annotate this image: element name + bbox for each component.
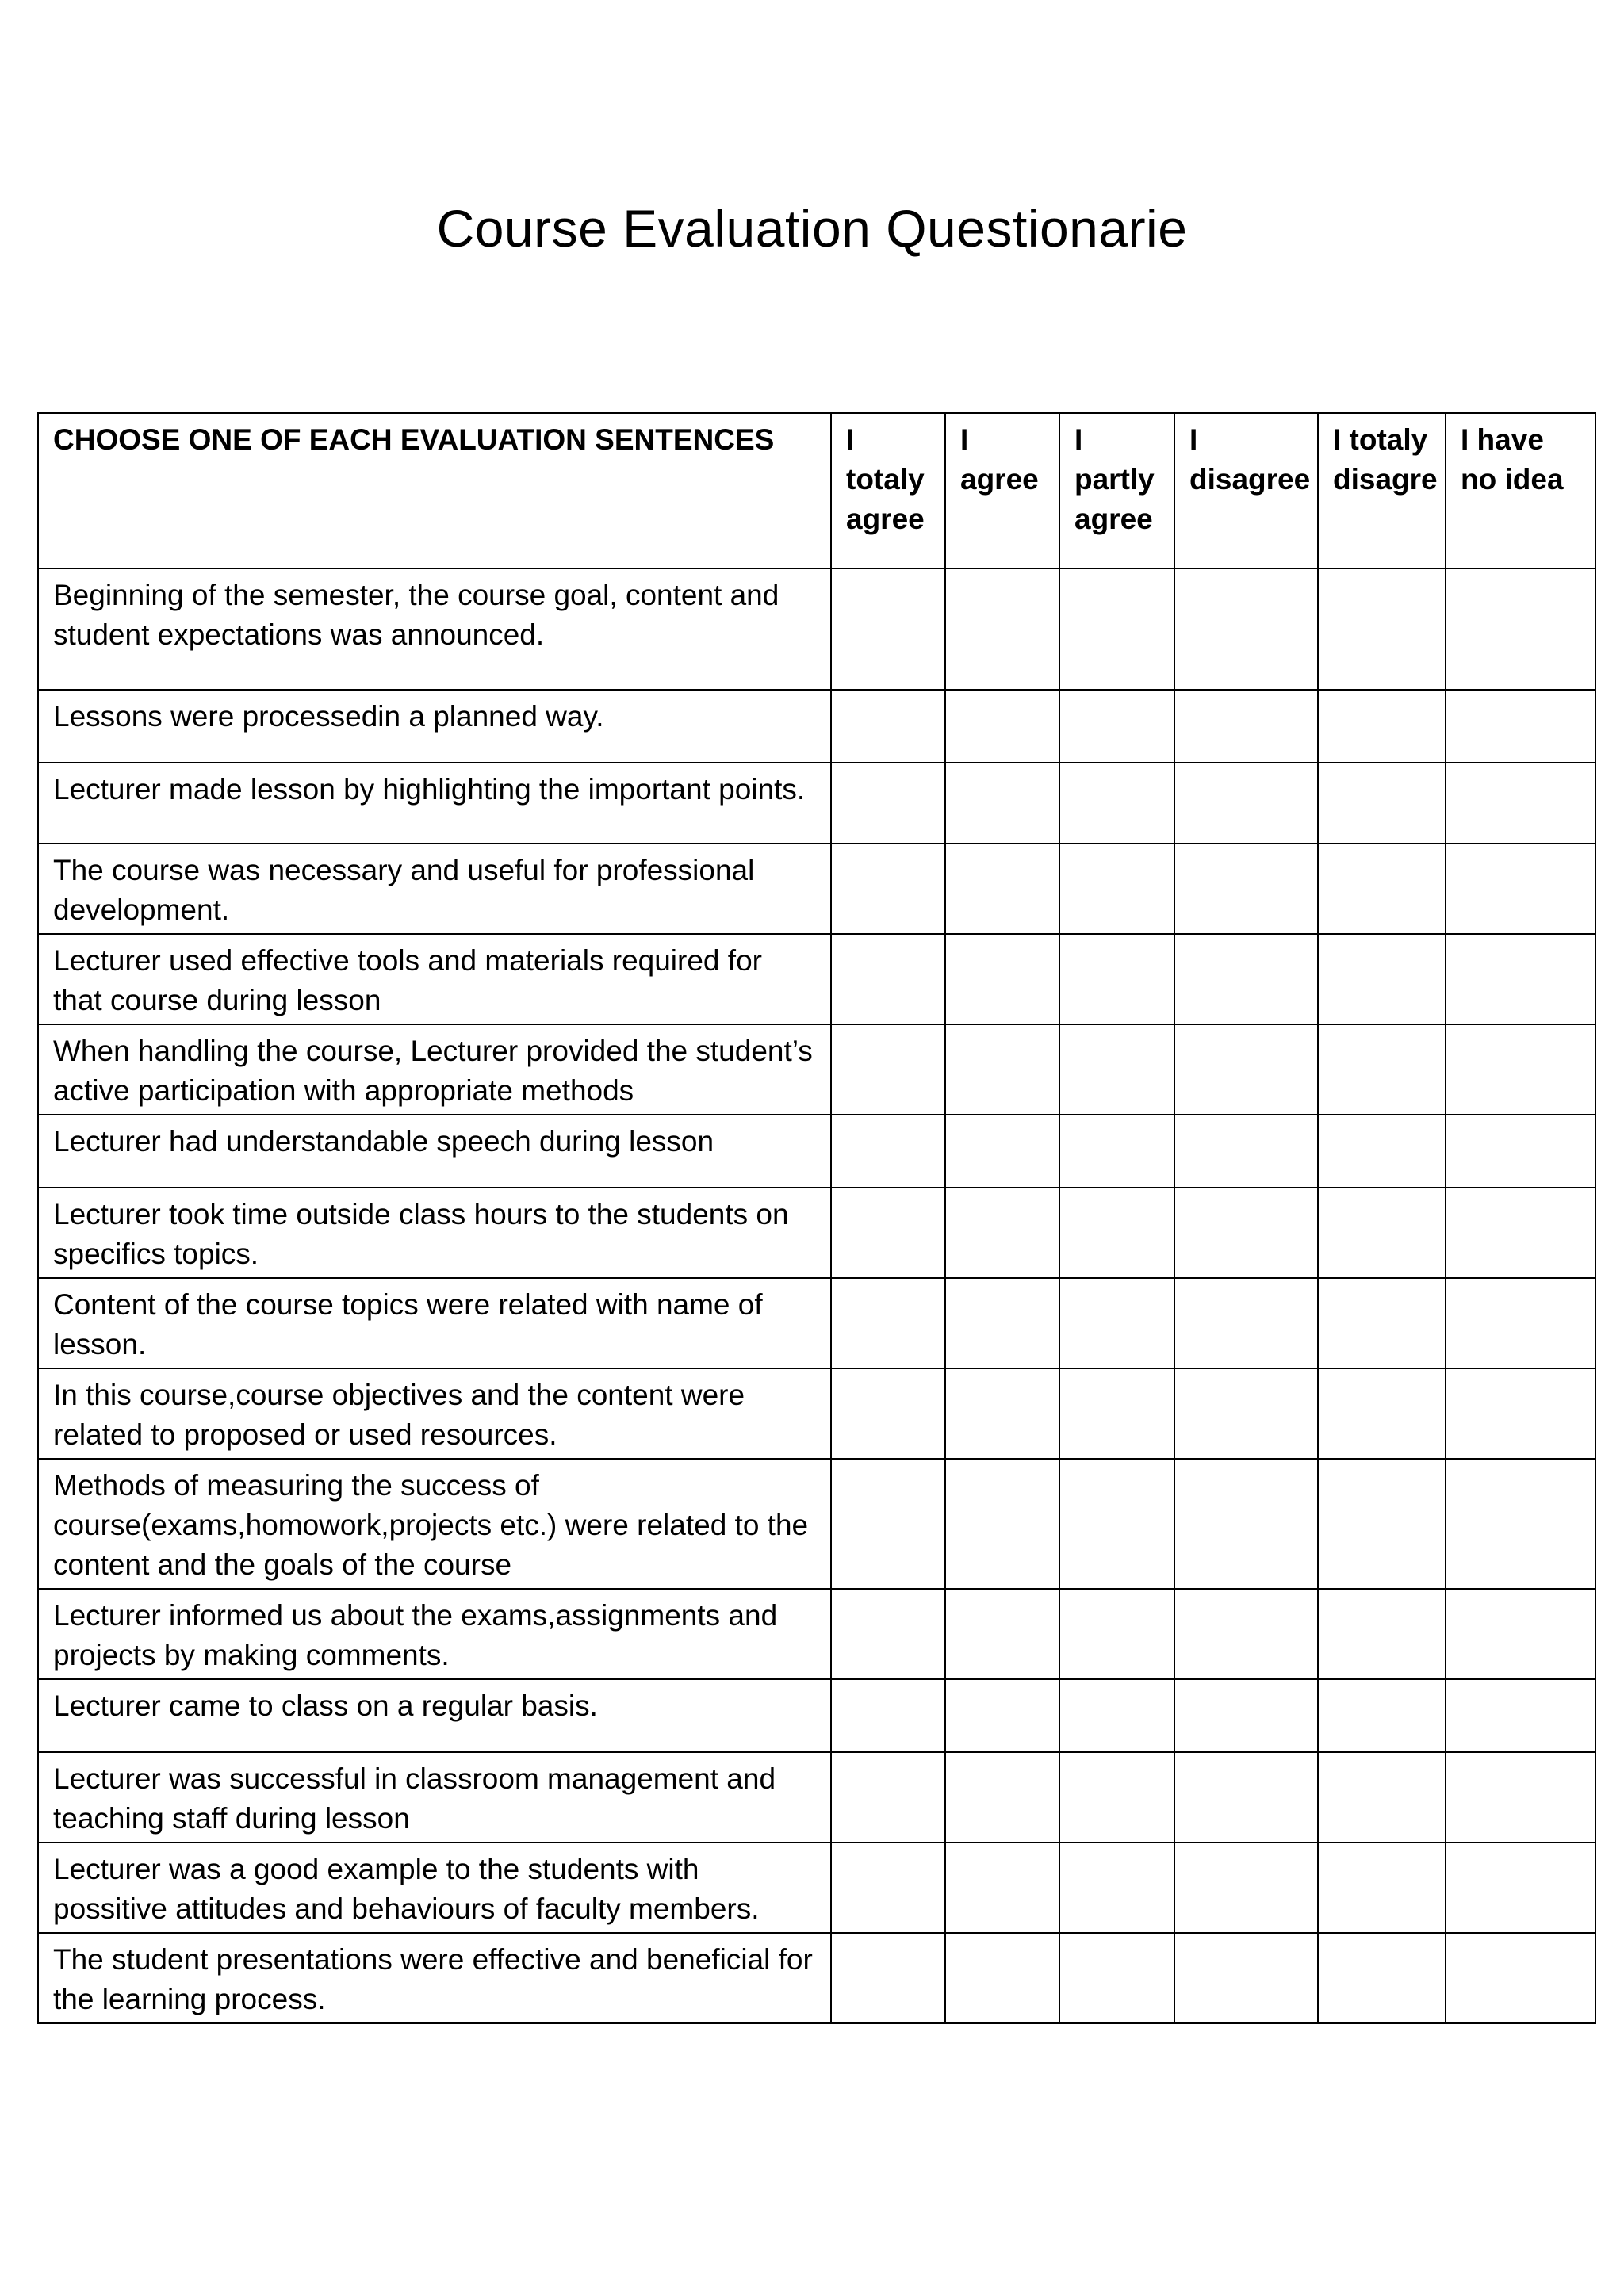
question-text: Lecturer took time outside class hours to the students on specifics topics. [38,1188,831,1278]
answer-cell-totally-disagree[interactable] [1318,1115,1446,1188]
answer-cell-no-idea[interactable] [1446,1843,1595,1933]
option-header-disagree: I disagree [1174,413,1318,568]
answer-cell-partly-agree[interactable] [1059,1368,1174,1459]
answer-cell-disagree[interactable] [1174,1115,1318,1188]
answer-cell-totally-disagree[interactable] [1318,1278,1446,1368]
answer-cell-totally-disagree[interactable] [1318,934,1446,1024]
answer-cell-totally-disagree[interactable] [1318,763,1446,844]
question-text: Beginning of the semester, the course goal, content and student expectations was announced. [38,568,831,690]
answer-cell-totally-disagree[interactable] [1318,1843,1446,1933]
answer-cell-disagree[interactable] [1174,1024,1318,1115]
answer-cell-agree[interactable] [945,1115,1059,1188]
question-text: Lecturer made lesson by highlighting the important points. [38,763,831,844]
answer-cell-partly-agree[interactable] [1059,1024,1174,1115]
question-text: The course was necessary and useful for professional development. [38,844,831,934]
table-row [38,1679,1595,1752]
answer-cell-totally-disagree[interactable] [1318,1933,1446,2023]
answer-cell-totally-agree[interactable] [831,690,945,763]
page-title: Course Evaluation Questionarie [436,199,1188,258]
question-text: Lecturer came to class on a regular basis. [38,1679,831,1752]
answer-cell-totally-agree[interactable] [831,1368,945,1459]
answer-cell-partly-agree[interactable] [1059,1843,1174,1933]
answer-cell-totally-disagree[interactable] [1318,844,1446,934]
answer-cell-agree[interactable] [945,1459,1059,1589]
answer-cell-disagree[interactable] [1174,1679,1318,1752]
answer-cell-disagree[interactable] [1174,934,1318,1024]
answer-cell-totally-disagree[interactable] [1318,1459,1446,1589]
answer-cell-partly-agree[interactable] [1059,1679,1174,1752]
answer-cell-totally-agree[interactable] [831,1115,945,1188]
answer-cell-totally-disagree[interactable] [1318,1679,1446,1752]
answer-cell-partly-agree[interactable] [1059,1933,1174,2023]
question-text: Lecturer was successful in classroom management and teaching staff during lesson [38,1752,831,1843]
answer-cell-disagree[interactable] [1174,763,1318,844]
table-row [38,1589,1595,1679]
answer-cell-no-idea[interactable] [1446,1589,1595,1679]
answer-cell-no-idea[interactable] [1446,1933,1595,2023]
answer-cell-no-idea[interactable] [1446,1115,1595,1188]
answer-cell-totally-disagree[interactable] [1318,690,1446,763]
answer-cell-no-idea[interactable] [1446,1752,1595,1843]
answer-cell-disagree[interactable] [1174,1843,1318,1933]
question-text: When handling the course, Lecturer provided the student’s active participation with appropriate methods [38,1024,831,1115]
question-text: Content of the course topics were related with name of lesson. [38,1278,831,1368]
answer-cell-agree[interactable] [945,1188,1059,1278]
question-text: Lecturer had understandable speech during lesson [38,1115,831,1188]
table-row [38,1752,1595,1843]
answer-cell-agree[interactable] [945,1024,1059,1115]
answer-cell-agree[interactable] [945,1589,1059,1679]
answer-cell-no-idea[interactable] [1446,568,1595,690]
question-text: Lecturer informed us about the exams,assignments and projects by making comments. [38,1589,831,1679]
table-row [38,1115,1595,1188]
answer-cell-totally-disagree[interactable] [1318,1589,1446,1679]
answer-cell-totally-disagree[interactable] [1318,1024,1446,1115]
answer-cell-no-idea[interactable] [1446,690,1595,763]
answer-cell-totally-agree[interactable] [831,1459,945,1589]
option-header-agree: I agree [945,413,1059,568]
option-header-partly-agree: I partly agree [1059,413,1174,568]
answer-cell-disagree[interactable] [1174,1933,1318,2023]
table-row [38,1278,1595,1368]
answer-cell-agree[interactable] [945,1278,1059,1368]
answer-cell-disagree[interactable] [1174,1459,1318,1589]
table-row [38,763,1595,844]
option-header-no-idea: I have no idea [1446,413,1595,568]
answer-cell-partly-agree[interactable] [1059,1188,1174,1278]
answer-cell-totally-agree[interactable] [831,844,945,934]
table-row [38,1368,1595,1459]
answer-cell-totally-agree[interactable] [831,1752,945,1843]
answer-cell-no-idea[interactable] [1446,1459,1595,1589]
answer-cell-partly-agree[interactable] [1059,690,1174,763]
table-row [38,1024,1595,1115]
answer-cell-disagree[interactable] [1174,568,1318,690]
header-row [38,413,1595,568]
question-column-header: CHOOSE ONE OF EACH EVALUATION SENTENCES [38,413,831,568]
table-row [38,1188,1595,1278]
answer-cell-partly-agree[interactable] [1059,1752,1174,1843]
answer-cell-totally-agree[interactable] [831,934,945,1024]
table-row [38,1459,1595,1589]
answer-cell-disagree[interactable] [1174,1368,1318,1459]
question-text: Lessons were processedin a planned way. [38,690,831,763]
table-row [38,1933,1595,2023]
answer-cell-partly-agree[interactable] [1059,844,1174,934]
question-text: The student presentations were effective and beneficial for the learning process. [38,1933,831,2023]
answer-cell-totally-agree[interactable] [831,1278,945,1368]
answer-cell-partly-agree[interactable] [1059,1459,1174,1589]
answer-cell-partly-agree[interactable] [1059,763,1174,844]
answer-cell-disagree[interactable] [1174,690,1318,763]
answer-cell-totally-disagree[interactable] [1318,1752,1446,1843]
answer-cell-totally-agree[interactable] [831,1024,945,1115]
answer-cell-no-idea[interactable] [1446,1368,1595,1459]
answer-cell-partly-agree[interactable] [1059,934,1174,1024]
answer-cell-totally-disagree[interactable] [1318,568,1446,690]
option-header-totally-disagree: I totaly disagre [1318,413,1446,568]
answer-cell-no-idea[interactable] [1446,763,1595,844]
answer-cell-partly-agree[interactable] [1059,1278,1174,1368]
evaluation-table [37,412,1596,2024]
table-row [38,690,1595,763]
table-row [38,568,1595,690]
answer-cell-no-idea[interactable] [1446,1679,1595,1752]
answer-cell-no-idea[interactable] [1446,1278,1595,1368]
answer-cell-agree[interactable] [945,1679,1059,1752]
answer-cell-agree[interactable] [945,844,1059,934]
answer-cell-partly-agree[interactable] [1059,1589,1174,1679]
answer-cell-agree[interactable] [945,568,1059,690]
answer-cell-agree[interactable] [945,1843,1059,1933]
answer-cell-agree[interactable] [945,1752,1059,1843]
table-row [38,844,1595,934]
answer-cell-totally-agree[interactable] [831,1933,945,2023]
answer-cell-agree[interactable] [945,763,1059,844]
answer-cell-totally-agree[interactable] [831,1679,945,1752]
answer-cell-no-idea[interactable] [1446,844,1595,934]
answer-cell-totally-agree[interactable] [831,1589,945,1679]
answer-cell-disagree[interactable] [1174,1278,1318,1368]
answer-cell-totally-agree[interactable] [831,1843,945,1933]
question-text: Lecturer used effective tools and materials required for that course during lesson [38,934,831,1024]
question-text: Methods of measuring the success of course(exams,homowork,projects etc.) were related to the content and the goals of the course [38,1459,831,1589]
answer-cell-totally-disagree[interactable] [1318,1188,1446,1278]
answer-cell-agree[interactable] [945,1933,1059,2023]
answer-cell-totally-agree[interactable] [831,568,945,690]
answer-cell-totally-agree[interactable] [831,763,945,844]
answer-cell-partly-agree[interactable] [1059,1115,1174,1188]
answer-cell-totally-disagree[interactable] [1318,1368,1446,1459]
question-text: In this course,course objectives and the content were related to proposed or used resources. [38,1368,831,1459]
option-header-totally-agree: I totaly agree [831,413,945,568]
answer-cell-disagree[interactable] [1174,1589,1318,1679]
answer-cell-disagree[interactable] [1174,844,1318,934]
answer-cell-no-idea[interactable] [1446,1024,1595,1115]
answer-cell-agree[interactable] [945,690,1059,763]
table-row [38,934,1595,1024]
answer-cell-agree[interactable] [945,1368,1059,1459]
answer-cell-totally-agree[interactable] [831,1188,945,1278]
answer-cell-no-idea[interactable] [1446,934,1595,1024]
answer-cell-partly-agree[interactable] [1059,568,1174,690]
answer-cell-disagree[interactable] [1174,1752,1318,1843]
answer-cell-disagree[interactable] [1174,1188,1318,1278]
table-row [38,1843,1595,1933]
answer-cell-no-idea[interactable] [1446,1188,1595,1278]
question-text: Lecturer was a good example to the students with possitive attitudes and behaviours of faculty members. [38,1843,831,1933]
answer-cell-agree[interactable] [945,934,1059,1024]
